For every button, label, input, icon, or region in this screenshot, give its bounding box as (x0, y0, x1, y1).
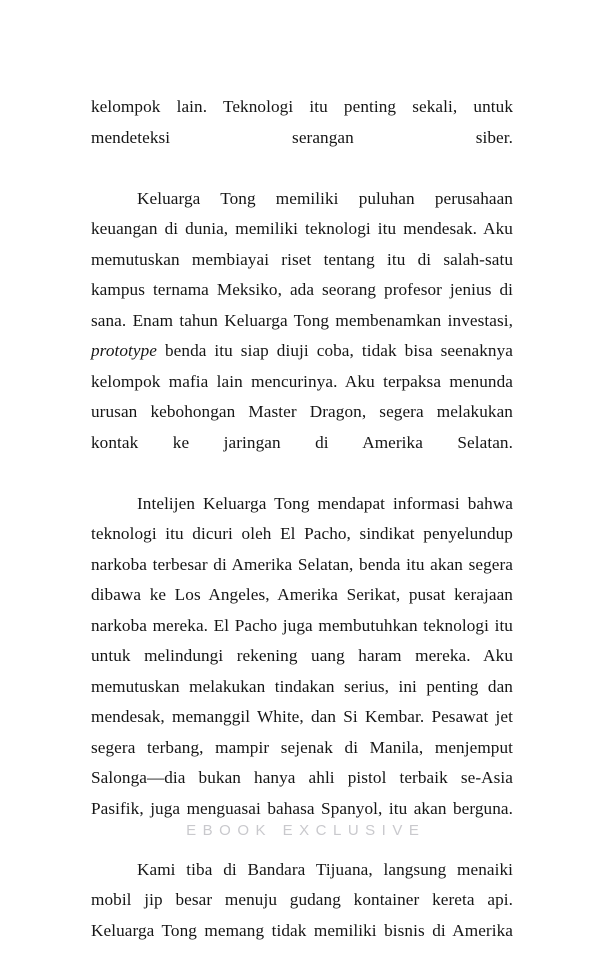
paragraph-continued: kelompok lain. Teknologi itu penting sekali, untuk mendeteksi serangan siber. (91, 97, 513, 147)
paragraph-kami-tiba: Kami tiba di Bandara Tijuana, langsung menaiki mobil jip besar menuju gudang kontainer kereta api. Keluarga Tong memang tidak memiliki bisnis di Amerika (91, 859, 513, 940)
footer-watermark: EBOOK EXCLUSIVE (186, 822, 426, 839)
paragraph-intelijen: Intelijen Keluarga Tong mendapat informasi bahwa teknologi itu dicuri oleh El Pacho, sindikat penyelundup narkoba terbesar di Amerika Selatan, benda itu akan segera dibawa ke Los Angeles, Amerika Serikat, pusat kerajaan narkoba mereka. El Pacho juga membutuhkan teknologi itu untuk melindungi rekening uang haram mereka. Aku memutuskan melakukan tindakan serius, ini penting dan mendesak, memanggil White, dan Si Kembar. Pesawat jet segera terbang, mampir sejenak di Manila, menjemput Salonga—dia bukan hanya ahli pistol terbaik se-Asia Pasifik, juga menguasai bahasa Spanyol, itu akan berguna. (91, 493, 513, 818)
italic-term-prototype: prototype (91, 341, 158, 360)
paragraph-text-segment: Keluarga Tong memiliki puluhan perusahaan keuangan di dunia, memiliki teknologi itu mendesak. Aku memutuskan membiayai riset tentang itu di salah-satu kampus ternama Meksiko, ada seorang profesor jenius di sana. Enam tahun Keluarga Tong membenamkan investasi, (91, 188, 513, 330)
page-text-column (91, 92, 513, 977)
paragraph-text-segment: benda itu siap diuji coba, tidak bisa seenaknya kelompok mafia lain mencurinya. Aku terpaksa menunda urusan kebohongan Master Dragon, segera melakukan kontak ke jaringan di Amerika Selatan. (91, 341, 513, 452)
paragraph-keluarga-tong (91, 184, 513, 489)
